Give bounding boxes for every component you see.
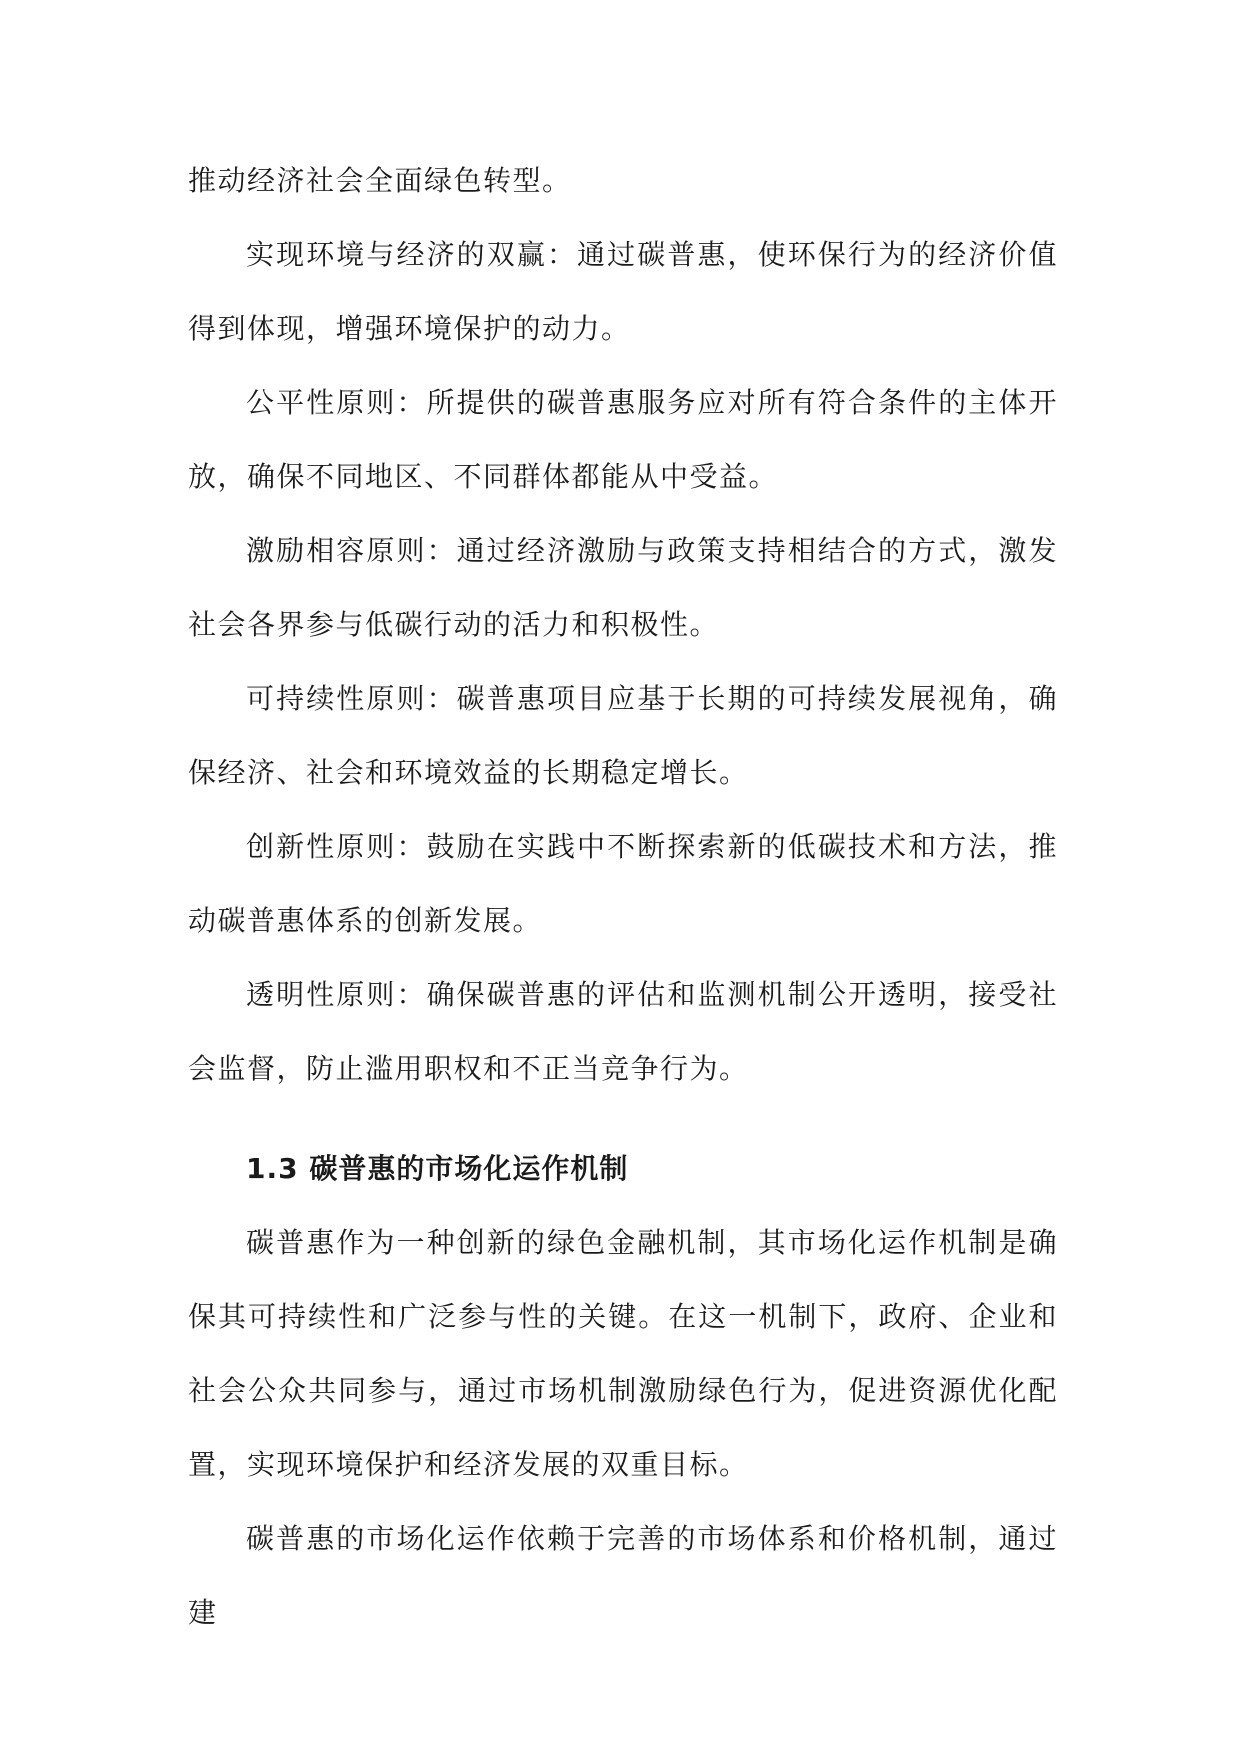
paragraph-market-dependency: 碳普惠的市场化运作依赖于完善的市场体系和价格机制，通过建 (188, 1522, 1058, 1629)
paragraph-sustainability-principle: 可持续性原则：碳普惠项目应基于长期的可持续发展视角，确保经济、社会和环境效益的长期稳定增长。 (188, 682, 1058, 789)
document-body (188, 144, 1058, 1650)
paragraph-incentive-principle: 激励相容原则：通过经济激励与政策支持相结合的方式，激发社会各界参与低碳行动的活力和积极性。 (188, 534, 1058, 641)
paragraph-win-win: 实现环境与经济的双赢：通过碳普惠，使环保行为的经济价值得到体现，增强环境保护的动力。 (188, 238, 1058, 345)
paragraph-continuation: 推动经济社会全面绿色转型。 (188, 164, 572, 197)
paragraph-market-mechanism: 碳普惠作为一种创新的绿色金融机制，其市场化运作机制是确保其可持续性和广泛参与性的关键。在这一机制下，政府、企业和社会公众共同参与，通过市场机制激励绿色行为，促进资源优化配置，实现环境保护和经济发展的双重目标。 (188, 1226, 1058, 1481)
section-heading: 1.3 碳普惠的市场化运作机制 (246, 1152, 629, 1185)
paragraph-transparency-principle: 透明性原则：确保碳普惠的评估和监测机制公开透明，接受社会监督，防止滥用职权和不正当竞争行为。 (188, 978, 1058, 1085)
paragraph-fairness-principle: 公平性原则：所提供的碳普惠服务应对所有符合条件的主体开放，确保不同地区、不同群体都能从中受益。 (188, 386, 1058, 493)
paragraph-innovation-principle: 创新性原则：鼓励在实践中不断探索新的低碳技术和方法，推动碳普惠体系的创新发展。 (188, 830, 1058, 937)
